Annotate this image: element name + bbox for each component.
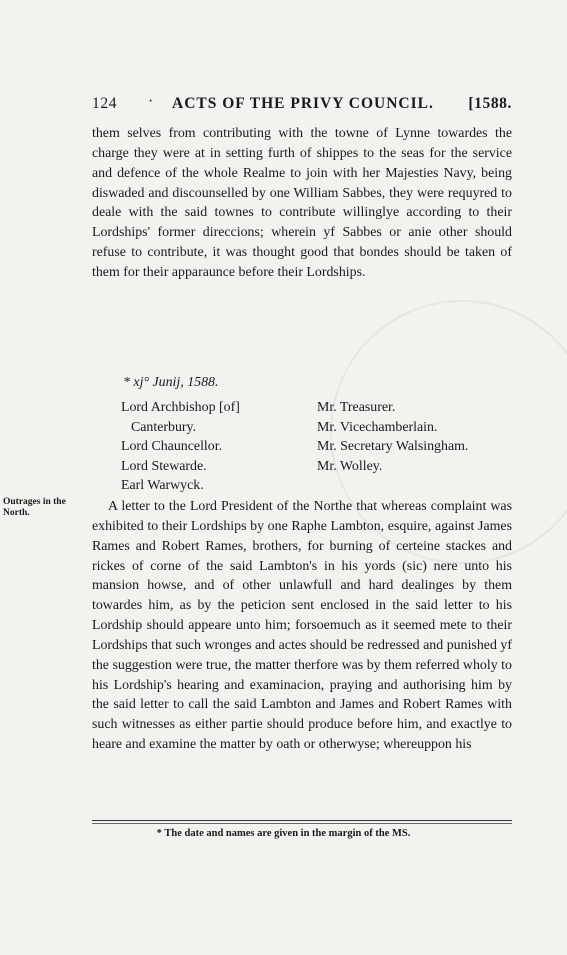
attendees-right-column [317, 398, 517, 476]
attendee: Mr. Wolley. [317, 458, 383, 474]
header-separator: · [148, 93, 154, 110]
attendee: Lord Archbishop [of] [121, 400, 240, 415]
meeting-date: * xj° Junij, 1588. [123, 375, 219, 390]
attendee: Lord Stewarde. [121, 458, 207, 474]
header-year: [1588. [468, 95, 512, 112]
attendee: Canterbury. [131, 419, 197, 435]
attendee: Lord Chauncellor. [121, 439, 223, 454]
attendee: Mr. Treasurer. [317, 400, 396, 415]
attendee: Mr. Secretary Walsingham. [317, 439, 469, 454]
continued-paragraph: them selves from contributing with the towne of Lynne towardes the charge they were at in setting furth of shippes to the seas for the service and defence of the whole Realme to join with her Majesties Navy, being diswaded and discounselled by one William Sabbes, they were requyred to deale with the said townes to contribute willinglye according to their Lordships' former direccions; wherein yf Sabbes or anie other should refuse to contribute, it was thought good that bondes should be taken of them for their apparaunce before their Lordships. [92, 126, 512, 280]
letter-paragraph: A letter to the Lord President of the Northe that whereas complaint was exhibited to their Lordships by one Raphe Lambton, esquire, against James Rames and Robert Rames, brothers, for burning of certeine stackes and rickes of corne of the said Lambton's in his yords (sic) nere unto his mansion howse, and of other unlawfull and hard dealinges by them towardes him, as by the peticion sent enclosed in the said letter to his Lordship should appeare unto him; forsoemuch as it seemed mete to their Lordships that such wronges and actes should be redressed and punished yf the suggestion were true, the matter therfore was by them referred wholy to his Lordship's hearing and examinacion, praying and authorising him by the said letter to call the said Lambton and James and Robert Rames with such witnesses as either partie should produce before him, and exactlye to heare and examine the matter by oath or otherwyse; whereuppon his [92, 499, 512, 753]
footnote-rule [92, 820, 512, 821]
attendee: Earl Warwyck. [121, 478, 204, 493]
attendee: Mr. Vicechamberlain. [317, 419, 438, 435]
page-title: ACTS OF THE PRIVY COUNCIL. [172, 95, 434, 112]
margin-note: Outrages in the North. [3, 497, 66, 518]
footnote-rule-secondary [92, 823, 512, 824]
page-number: 124 [92, 95, 118, 112]
attendees-left-column [121, 398, 301, 496]
footnote: * The date and names are given in the margin of the MS. [156, 828, 411, 839]
